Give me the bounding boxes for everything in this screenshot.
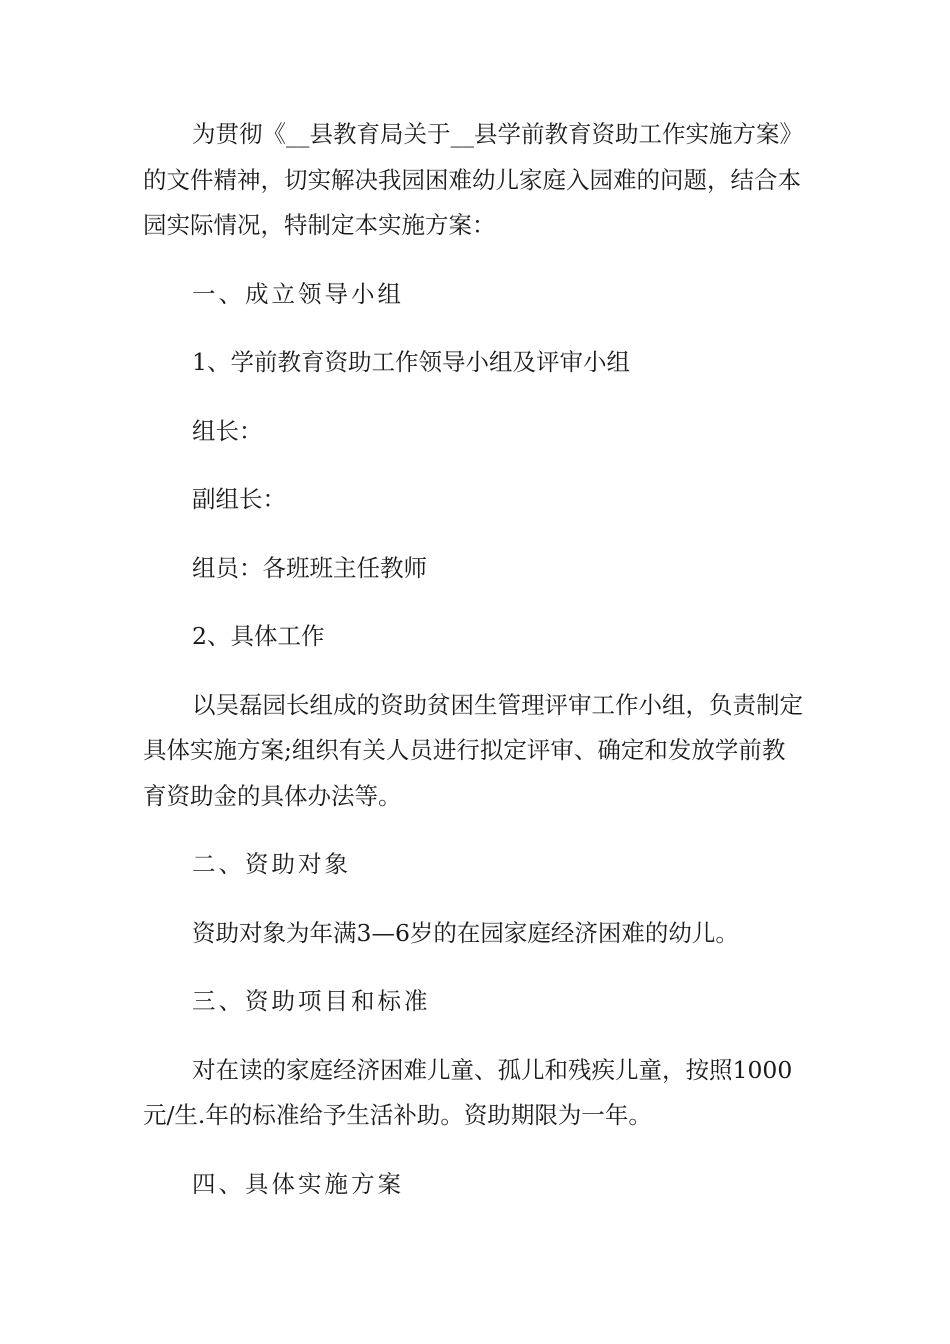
deputy-leader-line: 副组长： xyxy=(192,485,286,513)
standard-paragraph: 对在读的家庭经济困难儿童、孤儿和残疾儿童，按照1000元/生.年的标准给予生活补助。资助期限为一年。 xyxy=(143,1055,793,1129)
section-heading-2: 二、资助对象 xyxy=(192,850,351,878)
subsection-heading-1: 1、学前教育资助工作领导小组及评审小组 xyxy=(192,348,630,376)
leader-line: 组长： xyxy=(192,416,263,445)
document-body xyxy=(143,112,807,1207)
subsection-heading-2: 2、具体工作 xyxy=(192,622,325,650)
section-heading-1: 一、成立领导小组 xyxy=(192,279,404,308)
section-heading-3: 三、资助项目和标准 xyxy=(192,987,431,1015)
work-paragraph: 以吴磊园长组成的资助贫困生管理评审工作小组，负责制定具体实施方案;组织有关人员进行拟定评审、确定和发放学前教育资助金的具体办法等。 xyxy=(143,690,803,810)
target-paragraph: 资助对象为年满3—6岁的在园家庭经济困难的幼儿。 xyxy=(192,918,739,947)
members-line: 组员：各班班主任教师 xyxy=(192,553,427,582)
section-heading-4: 四、具体实施方案 xyxy=(192,1169,404,1198)
intro-paragraph: 为贯彻《__县教育局关于__县学前教育资助工作实施方案》的文件精神，切实解决我园困难幼儿家庭入园难的问题，结合本园实际情况，特制定本实施方案： xyxy=(143,120,803,239)
